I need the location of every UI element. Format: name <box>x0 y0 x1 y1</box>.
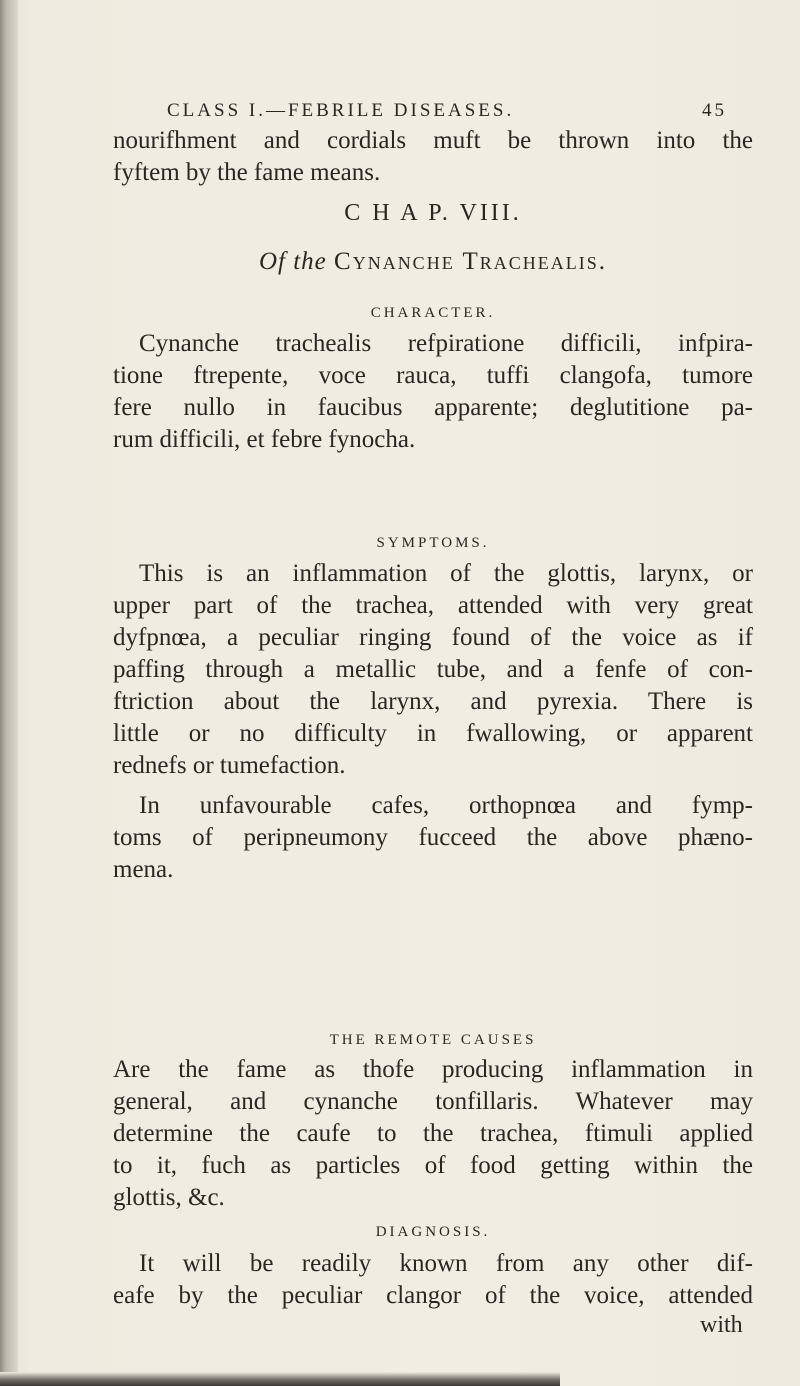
text-line: glottis, &c. <box>113 1184 225 1211</box>
text-line: Cynanche trachealis refpiratione difficili, infpira- <box>139 330 753 357</box>
text-line: It will be readily known from any other dif- <box>139 1250 753 1277</box>
text-line: paffing through a metallic tube, and a fenfe of con- <box>113 656 753 683</box>
chapter-title-main: Cynanche Trachealis. <box>334 248 608 275</box>
text-line: ftriction about the larynx, and pyrexia. There is <box>113 688 753 715</box>
chapter-title-prefix: Of the <box>258 248 327 275</box>
running-header <box>167 100 727 122</box>
text-line: mena. <box>113 856 174 883</box>
character-paragraph <box>113 328 753 456</box>
page-bottom-edge <box>0 1372 560 1386</box>
text-line: In unfavourable cafes, orthopnœa and fymp- <box>139 792 753 819</box>
text-line: to it, fuch as particles of food getting within the <box>113 1152 753 1179</box>
text-line: eafe by the peculiar clangor of the voice, attended <box>113 1282 753 1309</box>
diagnosis-paragraph <box>113 1248 753 1312</box>
section-heading-remote-causes: THE REMOTE CAUSES <box>329 1032 537 1048</box>
chapter-title <box>113 248 753 276</box>
text-line: rednefs or tumefaction. <box>113 752 346 779</box>
text-line: upper part of the trachea, attended with very great <box>113 592 753 619</box>
book-spine-shadow <box>0 0 18 1386</box>
text-line: tione ftrepente, voce rauca, tuffi clangofa, tumore <box>113 362 753 389</box>
symptoms-paragraph <box>113 558 753 782</box>
page-number: 45 <box>702 100 727 121</box>
catchword: with <box>700 1312 743 1338</box>
remote-causes-paragraph <box>113 1054 753 1214</box>
text-line: fyftem by the fame means. <box>113 159 381 186</box>
chapter-number: C H A P. VIII. <box>344 200 522 226</box>
text-line: general, and cynanche tonfillaris. Whatever may <box>113 1088 753 1115</box>
running-title: CLASS I.—FEBRILE DISEASES. <box>167 100 515 121</box>
text-line: toms of peripneumony fucceed the above phæno- <box>113 824 753 851</box>
text-line: This is an inflammation of the glottis, larynx, or <box>139 560 753 587</box>
text-line: Are the fame as thofe producing inflammation in <box>113 1056 753 1083</box>
section-heading-character: CHARACTER. <box>370 305 496 321</box>
section-heading-symptoms: SYMPTOMS. <box>376 535 490 551</box>
section-heading-diagnosis: DIAGNOSIS. <box>375 1224 491 1240</box>
text-line: dyfpnœa, a peculiar ringing found of the voice as if <box>113 624 753 651</box>
text-line: determine the caufe to the trachea, ftimuli applied <box>113 1120 753 1147</box>
text-line: rum difficili, et febre fynocha. <box>113 426 416 453</box>
intro-paragraph <box>113 125 753 189</box>
symptoms-paragraph-2 <box>113 790 753 886</box>
text-line: little or no difficulty in fwallowing, or apparent <box>113 720 753 747</box>
text-line: nourifhment and cordials muft be thrown into the <box>113 127 753 154</box>
text-line: fere nullo in faucibus apparente; deglutitione pa- <box>113 394 753 421</box>
